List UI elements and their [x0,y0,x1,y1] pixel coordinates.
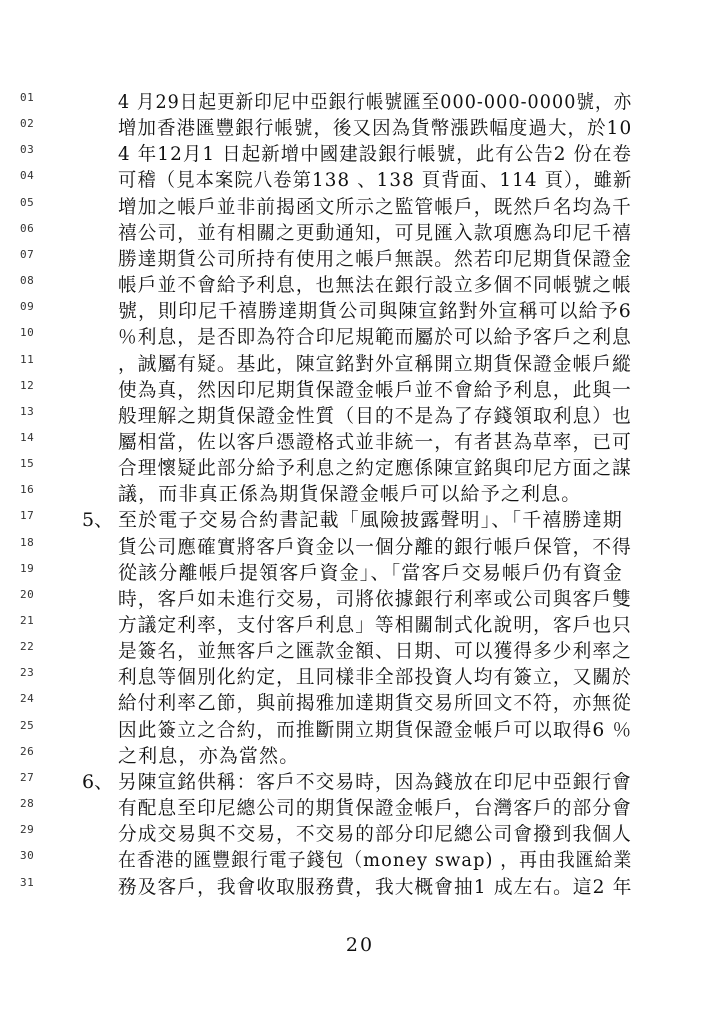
text-line [0,533,720,559]
text-line [0,846,720,872]
text-line [0,114,720,140]
text-line [0,376,720,402]
line-text: 4 月29日起更新印尼中亞銀行帳號匯至000-000-0000號，亦 [118,91,633,113]
line-text: 議，而非真正係為期貨保證金帳戶可以給予之利息。 [118,483,582,506]
text-line [0,271,720,297]
line-text: 可稽（見本案院八卷第138 、138 頁背面、114 頁），雖新 [118,169,633,192]
line-number: 14 [20,430,35,444]
line-text: 是簽名，並無客戶之匯款金額、日期、可以獲得多少利率之 [118,640,632,663]
line-number: 07 [20,247,35,261]
text-line [0,166,720,192]
line-text: 有配息至印尼總公司的期貨保證金帳戶，台灣客戶的部分會 [118,797,632,820]
line-text: 4 年12月1 日起新增中國建設銀行帳號，此有公告2 份在卷 [118,143,633,166]
text-line [0,794,720,820]
line-number: 02 [20,117,35,131]
text-line [0,245,720,271]
line-number: 21 [20,614,35,627]
text-line [0,402,720,428]
text-line [0,297,720,323]
line-text: 在香港的匯豐銀行電子錢包（money swap) ，再由我匯給業 [118,849,633,872]
line-number: 23 [20,666,35,680]
list-marker: 5、 [82,509,114,532]
line-text: 務及客戶，我會收取服務費，我大概會抽1 成左右。這2 年 [118,875,633,898]
line-text: 禧公司，並有相關之更動通知，可見匯入款項應為印尼千禧 [118,221,632,244]
text-line [0,193,720,219]
line-number: 12 [20,378,35,392]
line-number: 26 [20,744,35,758]
text-line [0,454,720,480]
text-line [0,559,720,585]
text-line [0,506,720,532]
text-line [0,716,720,742]
line-text: 合理懷疑此部分給予利息之約定應係陳宣銘與印尼方面之謀 [118,457,632,480]
text-line [0,585,720,611]
text-line [0,428,720,454]
line-number: 01 [20,91,35,104]
line-text: ％利息，是否即為符合印尼規範而屬於可以給予客戶之利息 [118,326,632,349]
line-number: 04 [20,169,35,183]
text-line [0,820,720,846]
text-line [0,350,720,376]
line-number: 28 [20,797,35,811]
line-text: 方議定利率，支付客戶利息」等相關制式化說明，客戶也只 [118,614,632,636]
line-number: 05 [20,195,35,209]
line-number: 08 [20,274,35,288]
line-number: 09 [20,300,35,314]
line-number: 22 [20,640,35,654]
line-number: 15 [20,457,35,471]
text-line [0,480,720,506]
text-line [0,88,720,114]
line-number: 06 [20,221,35,235]
line-number: 17 [20,509,35,523]
line-number: 24 [20,692,35,706]
line-number: 30 [20,849,35,863]
line-text: 增加之帳戶並非前揭函文所示之監管帳戶，既然戶名均為千 [118,195,632,218]
line-text: 增加香港匯豐銀行帳號，後又因為貨幣漲跌幅度過大，於10 [118,117,633,140]
line-text: 號，則印尼千禧勝達期貨公司與陳宣銘對外宣稱可以給予6 [118,300,632,323]
line-number: 25 [20,718,35,732]
line-number: 18 [20,535,35,549]
text-line [0,742,720,768]
text-line [0,637,720,663]
line-number: 29 [20,823,35,837]
line-number: 11 [20,352,35,366]
line-number: 16 [20,483,35,497]
line-text: 另陳宣銘供稱：客戶不交易時，因為錢放在印尼中亞銀行會 [118,770,632,793]
line-text: 勝達期貨公司所持有使用之帳戶無誤。然若印尼期貨保證金 [118,247,632,270]
text-line [0,323,720,349]
line-text: ，誠屬有疑。基此，陳宣銘對外宣稱開立期貨保證金帳戶縱 [118,352,632,375]
line-text: 帳戶並不會給予利息，也無法在銀行設立多個不同帳號之帳 [118,274,632,297]
text-line [0,689,720,715]
line-text: 因此簽立之合約，而推斷開立期貨保證金帳戶可以取得6 ％ [118,718,633,741]
line-text: 屬相當，佐以客戶憑證格式並非統一，有者甚為草率，已可 [118,430,632,453]
text-line [0,768,720,794]
line-text: 使為真，然因印尼期貨保證金帳戶並不會給予利息，此與一 [118,378,632,401]
line-text: 般理解之期貨保證金性質（目的不是為了存錢領取利息）也 [118,404,632,427]
line-number: 27 [20,770,35,784]
line-text: 給付利率乙節，與前揭雅加達期貨交易所回文不符，亦無從 [118,692,632,715]
line-number: 19 [20,561,35,575]
page-number: 20 [345,934,375,956]
text-line [0,611,720,637]
text-line [0,663,720,689]
line-number: 03 [20,143,35,157]
line-text: 至於電子交易合約書記載「風險披露聲明」、「千禧勝達期 [118,509,623,532]
line-number: 20 [20,587,35,601]
line-text: 分成交易與不交易，不交易的部分印尼總公司會撥到我個人 [118,823,632,846]
line-text: 利息等個別化約定，且同樣非全部投資人均有簽立，又關於 [118,666,632,689]
line-text: 之利息，亦為當然。 [118,744,300,767]
line-number: 10 [20,326,35,340]
text-line [0,140,720,166]
line-text: 從該分離帳戶提領客戶資金」、「當客戶交易帳戶仍有資金 [118,561,623,584]
text-line [0,873,720,899]
line-text: 貨公司應確實將客戶資金以一個分離的銀行帳戶保管，不得 [118,535,632,558]
text-line [0,219,720,245]
list-marker: 6、 [82,770,114,793]
line-text: 時，客戶如未進行交易，司將依據銀行利率或公司與客戶雙 [118,587,632,610]
line-number: 13 [20,404,35,418]
line-number: 31 [20,875,35,889]
